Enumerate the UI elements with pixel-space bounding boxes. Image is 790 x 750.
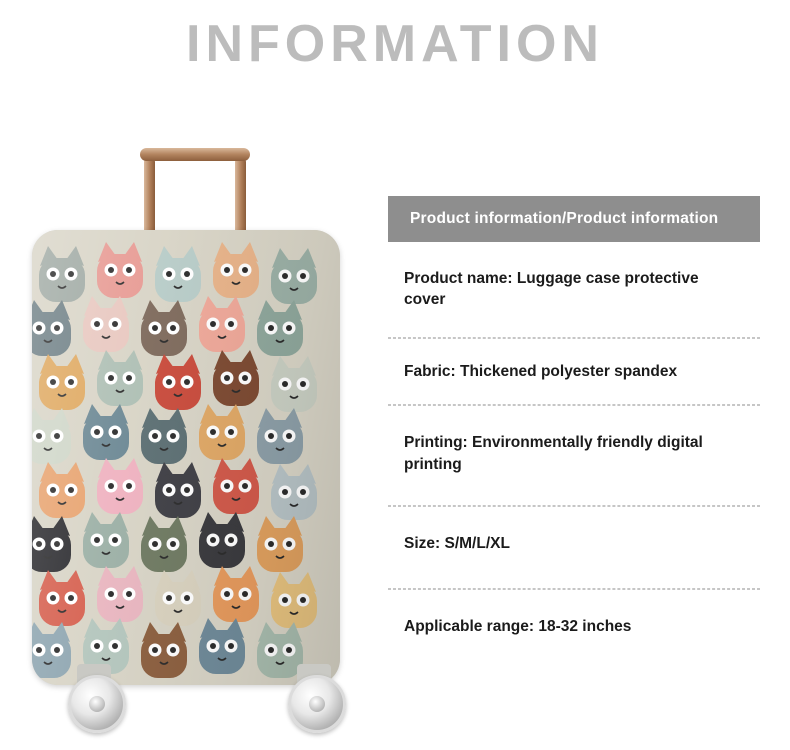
wheel-right xyxy=(288,675,346,733)
info-row-fabric xyxy=(388,338,760,405)
wheel-left xyxy=(68,675,126,733)
info-row-text: Printing: Environmentally friendly digital printing xyxy=(404,434,703,473)
product-information-header: Product information/Product information xyxy=(388,196,760,242)
info-row-text: Size: S/M/L/XL xyxy=(404,534,510,552)
product-image xyxy=(20,130,360,740)
info-row-printing xyxy=(388,405,760,506)
info-row-product-name xyxy=(388,242,760,338)
page-title: INFORMATION xyxy=(186,15,604,73)
info-row-text: Fabric: Thickened polyester spandex xyxy=(404,362,678,380)
product-information-panel xyxy=(388,196,760,668)
handle-grip xyxy=(140,148,250,161)
info-row-text: Product name: Luggage case protective cover xyxy=(404,270,699,309)
info-row-size xyxy=(388,506,760,589)
cat-pattern-graphic xyxy=(32,230,340,685)
info-row-applicable-range xyxy=(388,589,760,667)
suitcase-body xyxy=(32,230,340,685)
product-information-list xyxy=(388,242,760,668)
info-row-text: Applicable range: 18-32 inches xyxy=(404,618,632,636)
